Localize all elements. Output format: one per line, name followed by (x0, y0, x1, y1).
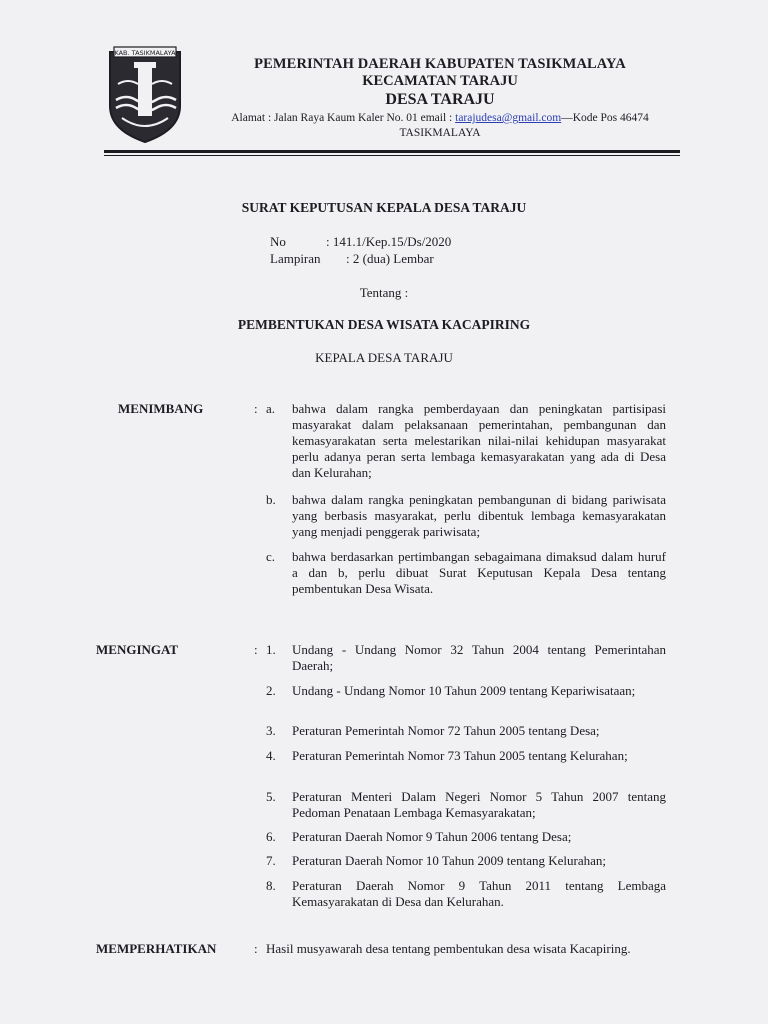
letterhead-line-1: PEMERINTAH DAERAH KABUPATEN TASIKMALAYA (254, 56, 626, 72)
mengingat-item (266, 878, 666, 910)
item-marker: b. (266, 492, 276, 507)
item-text: bahwa dalam rangka pemberdayaan dan peningkatan partisipasi masyarakat dalam pelaksanaan pemerintahan, pembangunan dan kemasyarakatan serta melestarikan nilai-nilai kehidupan masyarakat perlu adanya peran serta lembaga kemasyarakatan yang ada di Desa dan Kelurahan; (292, 401, 666, 480)
meta-attachment-value: : 2 (dua) Lembar (346, 251, 434, 266)
letterhead-divider-thick (104, 150, 680, 153)
meta-number-label: No (270, 234, 286, 249)
item-text: Undang - Undang Nomor 32 Tahun 2004 tentang Pemerintahan Daerah; (292, 642, 666, 673)
item-marker: 2. (266, 683, 276, 698)
issuer-title: KEPALA DESA TARAJU (315, 350, 453, 365)
item-text: Peraturan Daerah Nomor 9 Tahun 2011 tentang Lembaga Kemasyarakatan di Desa dan Kelurahan. (292, 878, 666, 909)
meta-number (270, 234, 451, 250)
item-text: bahwa berdasarkan pertimbangan sebagaimana dimaksud dalam huruf a dan b, perlu dibuat Surat Keputusan Kepala Desa tentang pembentukan Desa Wisata. (292, 549, 666, 596)
letterhead-city: TASIKMALAYA (399, 127, 481, 139)
mengingat-item (266, 853, 666, 869)
mengingat-item (266, 829, 666, 845)
mengingat-item (266, 748, 666, 764)
menimbang-item (266, 549, 666, 597)
item-marker: 1. (266, 642, 276, 657)
mengingat-item (266, 723, 666, 739)
address-prefix: Alamat : Jalan Raya Kaum Kaler No. 01 email : (231, 112, 456, 124)
item-marker: a. (266, 401, 276, 416)
document-subject: PEMBENTUKAN DESA WISATA KACAPIRING (237, 317, 531, 332)
address-suffix: —Kode Pos 46474 (561, 112, 649, 124)
item-marker: 8. (266, 878, 276, 893)
menimbang-item (266, 401, 666, 481)
letterhead-address (200, 111, 680, 126)
item-text: Peraturan Daerah Nomor 10 Tahun 2009 tentang Kelurahan; (292, 853, 606, 868)
item-marker: 6. (266, 829, 276, 844)
letterhead-divider-thin (104, 155, 680, 156)
tentang-label: Tentang : (359, 285, 409, 300)
meta-number-value: : 141.1/Kep.15/Ds/2020 (326, 234, 452, 249)
memperhatikan-text: Hasil musyawarah desa tentang pembentukan desa wisata Kacapiring. (266, 941, 631, 956)
memperhatikan-label: MEMPERHATIKAN (96, 941, 217, 956)
memperhatikan-colon: : (254, 941, 258, 956)
menimbang-item (266, 492, 666, 540)
item-text: Peraturan Menteri Dalam Negeri Nomor 5 Tahun 2007 tentang Pedoman Penataan Lembaga Kemasyarakatan; (292, 789, 666, 820)
email-link[interactable]: tarajudesa@gmail.com (455, 112, 562, 124)
mengingat-colon: : (254, 642, 258, 657)
logo-text: KAB. TASIKMALAYA (114, 49, 176, 57)
meta-attachment (270, 251, 434, 267)
letterhead (200, 56, 680, 141)
mengingat-item (266, 683, 666, 699)
item-marker: 4. (266, 748, 276, 763)
item-marker: 5. (266, 789, 276, 804)
item-marker: 7. (266, 853, 276, 868)
regency-emblem-logo (104, 44, 186, 144)
item-text: Undang - Undang Nomor 10 Tahun 2009 tentang Kepariwisataan; (292, 683, 636, 698)
item-text: Peraturan Daerah Nomor 9 Tahun 2006 tentang Desa; (292, 829, 572, 844)
mengingat-item (266, 642, 666, 674)
item-text: Peraturan Pemerintah Nomor 73 Tahun 2005 tentang Kelurahan; (292, 748, 628, 763)
letterhead-line-3: DESA TARAJU (385, 91, 495, 108)
menimbang-colon: : (254, 401, 258, 416)
document-title: SURAT KEPUTUSAN KEPALA DESA TARAJU (241, 200, 527, 215)
item-marker: c. (266, 549, 276, 564)
item-text: Peraturan Pemerintah Nomor 72 Tahun 2005 tentang Desa; (292, 723, 600, 738)
mengingat-label: MENGINGAT (96, 642, 179, 657)
mengingat-item (266, 789, 666, 821)
item-text: bahwa dalam rangka peningkatan pembangunan di bidang pariwisata yang berbasis masyarakat, perlu dibentuk lembaga kemasyarakatan yang menjadi penggerak pariwisata; (292, 492, 666, 539)
menimbang-label: MENIMBANG (118, 401, 204, 416)
letterhead-line-2: KECAMATAN TARAJU (362, 73, 518, 89)
meta-attachment-label: Lampiran (270, 251, 321, 266)
item-marker: 3. (266, 723, 276, 738)
